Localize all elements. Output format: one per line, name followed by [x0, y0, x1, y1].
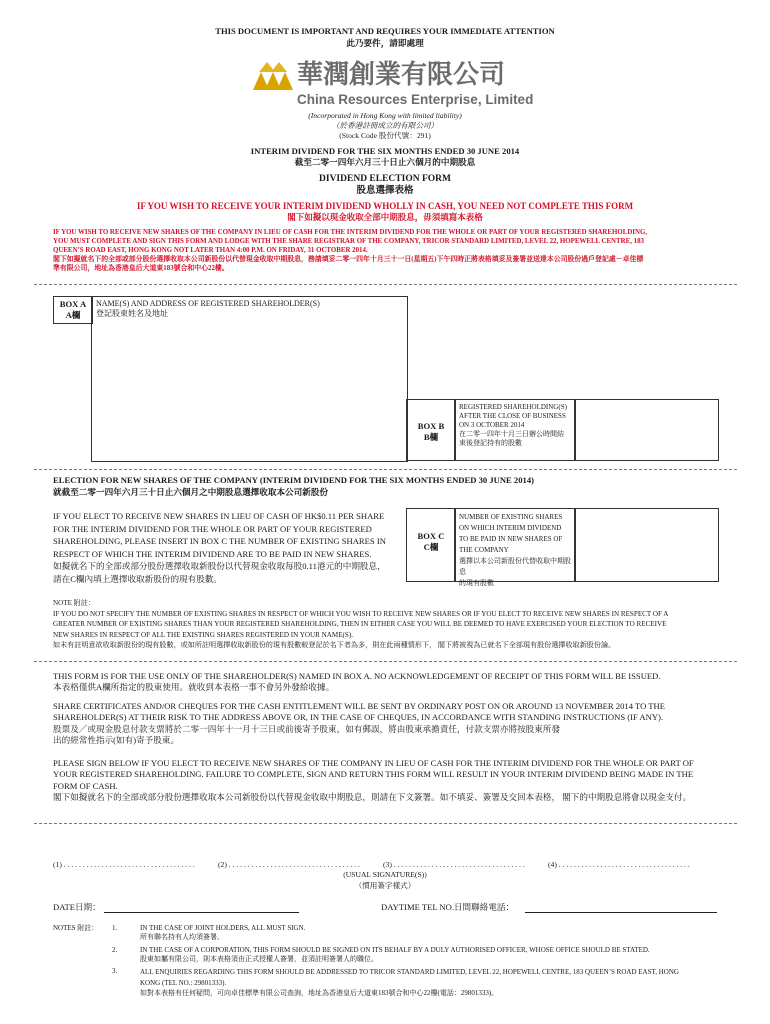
form-title: DIVIDEND ELECTION FORM — [319, 174, 451, 184]
note-number: 3. — [112, 967, 118, 975]
election-title-zh: 就截至二零一四年六月三十日止六個月之中期股息選擇收取本公司新股份 — [53, 487, 329, 497]
box-c-description: NUMBER OF EXISTING SHARES ON WHICH INTERIM DIVIDEND TO BE PAID IN NEW SHARES OF THE COMPANY 選擇以本公司新股份代替收取中期股息 的現有股數 — [454, 508, 576, 582]
box-b-field[interactable] — [574, 399, 719, 461]
important-notice-zh: 此乃要件，請即處理 — [346, 38, 424, 48]
box-c-field[interactable] — [574, 508, 719, 582]
usual-signature-zh: （慣用簽字樣式） — [354, 881, 416, 890]
box-b-label: BOX B B欄 — [406, 399, 456, 461]
usage-notice: THIS FORM IS FOR THE USE ONLY OF THE SHAREHOLDER(S) NAMED IN BOX A. NO ACKNOWLEDGEMENT OF RECEIPT OF THIS FORM WILL BE ISSUED. 本表格僅供A欄所指定的股東使用。就收到本表格一事不會另外發給收據。 — [53, 671, 661, 693]
sign-instruction: PLEASE SIGN BELOW IF YOU ELECT TO RECEIVE NEW SHARES OF THE COMPANY IN LIEU OF CASH FOR THE INTERIM DIVIDEND FOR THE WHOLE OR PART OF YOUR REGISTERED SHAREHOLDING. FAILURE TO COMPLETE, SIGN AND RETURN THIS FORM WILL RESULT IN YOUR INTERIM DIVIDEND BEING MADE IN THE FORM OF CASH. 閣下如擬就名下的全部或部分股份選擇收取本公司新股份以代替現金收取中期股息，則請在下文簽署。如不填妥、簽署及交回本表格， 閣下的中期股息將會以現金支付。 — [53, 758, 694, 803]
cash-notice: IF YOU WISH TO RECEIVE YOUR INTERIM DIVIDEND WHOLLY IN CASH, YOU NEED NOT COMPLETE THIS FORM — [136, 201, 634, 211]
divider — [34, 661, 737, 662]
stock-code: (Stock Code 股份代號：291) — [339, 131, 431, 140]
divider — [34, 469, 737, 470]
note-item: IN THE CASE OF A CORPORATION, THIS FORM SHOULD BE SIGNED ON ITS BEHALF BY A DULY AUTHORISED OFFICER, WHOSE OFFICE SHOULD BE STATED. 股東如屬有限公司，則本表格須由正式授權人簽署，並須註明簽署人的職位。 — [140, 946, 650, 963]
box-c-label: BOX C C欄 — [406, 508, 456, 582]
company-name-zh: 華潤創業有限公司 — [297, 60, 506, 90]
usual-signature: (USUAL SIGNATURE(S)) — [343, 870, 427, 879]
signature-4[interactable]: (4) . . . . . . . . . . . . . . . . . . . . . . . . . . . . . . . . . . . — [548, 860, 690, 869]
date-label: DATE日期： — [53, 902, 101, 912]
tel-field[interactable] — [525, 912, 717, 913]
signature-2[interactable]: (2) . . . . . . . . . . . . . . . . . . . . . . . . . . . . . . . . . . . — [218, 860, 360, 869]
note-number: 2. — [112, 946, 118, 954]
company-logo — [253, 60, 293, 92]
box-b-description: REGISTERED SHAREHOLDING(S) AFTER THE CLOSE OF BUSINESS ON 3 OCTOBER 2014 在二零一四年十月三日辦公時間結 束後登記持有的股數 — [454, 399, 576, 461]
signature-3[interactable]: (3) . . . . . . . . . . . . . . . . . . . . . . . . . . . . . . . . . . . — [383, 860, 525, 869]
election-title: ELECTION FOR NEW SHARES OF THE COMPANY (INTERIM DIVIDEND FOR THE SIX MONTHS ENDED 30 JUNE 2014) — [53, 475, 534, 485]
dividend-title: INTERIM DIVIDEND FOR THE SIX MONTHS ENDED 30 JUNE 2014 — [250, 146, 520, 156]
company-name-en: China Resources Enterprise, Limited — [297, 92, 534, 107]
box-a-label: BOX A A欄 — [53, 296, 93, 324]
election-instructions: IF YOU ELECT TO RECEIVE NEW SHARES IN LIEU OF CASH OF HK$0.11 PER SHARE FOR THE INTERIM DIVIDEND FOR THE WHOLE OR PART OF YOUR REGISTERED SHAREHOLDING, PLEASE INSERT IN BOX C THE NUMBER OF EXISTING SHARES IN RESPECT OF WHICH THE INTERIM DIVIDEND ARE TO BE PAID IN NEW SHARES. 如擬就名下的全部或部分股份選擇收取新股份以代替現金收取每股0.11港元的中期股息， 請在C欄內填上選擇收取新股份的現有股數。 — [53, 511, 386, 584]
date-field[interactable] — [104, 912, 299, 913]
notes-label: NOTES 附註： — [53, 924, 99, 932]
note-number: 1. — [112, 924, 118, 932]
note-item: ALL ENQUIRIES REGARDING THIS FORM SHOULD BE ADDRESSED TO TRICOR STANDARD LIMITED, LEVEL 22, HOPEWELL CENTRE, 183 QUEEN’S ROAD EAST, HONG KONG (TEL NO.: 29801333). 如對本表格有任何疑問，可向卓佳標準有限公司查詢，地址為香港皇后大道東183號合和中心22樓(電話：29801333)。 — [140, 968, 679, 997]
note-item: IN THE CASE OF JOINT HOLDERS, ALL MUST SIGN. 所有聯名持有人均須簽署。 — [140, 924, 306, 941]
important-notice: THIS DOCUMENT IS IMPORTANT AND REQUIRES YOUR IMMEDIATE ATTENTION — [215, 26, 555, 36]
incorporation-zh: （於香港註冊成立的有限公司） — [331, 121, 439, 130]
certificate-notice: SHARE CERTIFICATES AND/OR CHEQUES FOR THE CASH ENTITLEMENT WILL BE SENT BY ORDINARY POST ON OR AROUND 13 NOVEMBER 2014 TO THE SHAREHOLDER(S) AT THEIR RISK TO THE ADDRESS ABOVE OR, IN THE CASE OF CHEQUES, IN ACCORDANCE WITH STANDING INSTRUCTIONS (IF ANY). 股票及／或現金股息付款支票將於二零一四年十一月十三日或前後寄予股東，如有郵誤，將由股東承擔責任，付款支票亦將按股東所發 出的經常性指示(如有)寄予股東。 — [53, 701, 665, 746]
divider — [34, 823, 737, 824]
tel-label: DAYTIME TEL NO.日間聯絡電話： — [381, 902, 515, 912]
dividend-title-zh: 截至二零一四年六月三十日止六個月的中期股息 — [294, 157, 476, 167]
cash-notice-zh: 閣下如擬以現金收取全部中期股息，毋須填寫本表格 — [287, 212, 483, 222]
shares-notice: IF YOU WISH TO RECEIVE NEW SHARES OF THE COMPANY IN LIEU OF CASH FOR THE INTERIM DIVIDEND FOR THE WHOLE OR PART OF YOUR REGISTERED SHAREHOLDING, YOU MUST COMPLETE AND SIGN THIS FORM AND LODGE WITH THE SHARE REGISTRAR OF THE COMPANY, TRICOR STANDARD LIMITED, LEVEL 22, HOPEWELL CENTRE, 183 QUEEN’S ROAD EAST, HONG KONG NOT LATER THAN 4:00 P.M. ON FRIDAY, 31 OCTOBER 2014. 閣下如擬就名下的全部或部分股份選擇收取本公司新股份以代替現金收取中期股息，務請填妥二零一四年十月三十一日(星期五)下午四時正將表格填妥及簽署並送達本公司股份過戶登記處－卓佳標 準有限公司，地址為香港皇后大道東183號合和中心22樓。 — [53, 229, 648, 272]
form-title-zh: 股息選擇表格 — [356, 186, 414, 196]
box-a[interactable]: NAME(S) AND ADDRESS OF REGISTERED SHAREHOLDER(S) 登記股東姓名及地址 — [91, 296, 408, 462]
note: NOTE 附註： IF YOU DO NOT SPECIFY THE NUMBER OF EXISTING SHARES IN RESPECT OF WHICH YOU WISH TO RECEIVE NEW SHARES OR IF YOU ELECT TO RECEIVE NEW SHARES IN RESPECT OF A GREATER NUMBER OF EXISTING SHARES THAN YOUR REGISTERED SHAREHOLDING, THEN IN EITHER CASE YOU WILL BE DEEMED TO HAVE EXERCISED YOUR ELECTION TO RECEIVE NEW SHARES IN RESPECT OF ALL THE EXISTING SHARES REGISTERED IN YOUR NAME(S). 如未有註明意欲收取新股份的現有股數，或如所註明選擇收取新股份的現有股數較登記於名下者為多，則在此兩種情形下， 閣下將被視為已就名下全部現有股份選擇收取新股份論。 — [53, 599, 669, 650]
divider — [34, 284, 737, 285]
incorporation: (Incorporated in Hong Kong with limited liability) — [308, 111, 462, 120]
signature-1[interactable]: (1) . . . . . . . . . . . . . . . . . . . . . . . . . . . . . . . . . . . — [53, 860, 195, 869]
